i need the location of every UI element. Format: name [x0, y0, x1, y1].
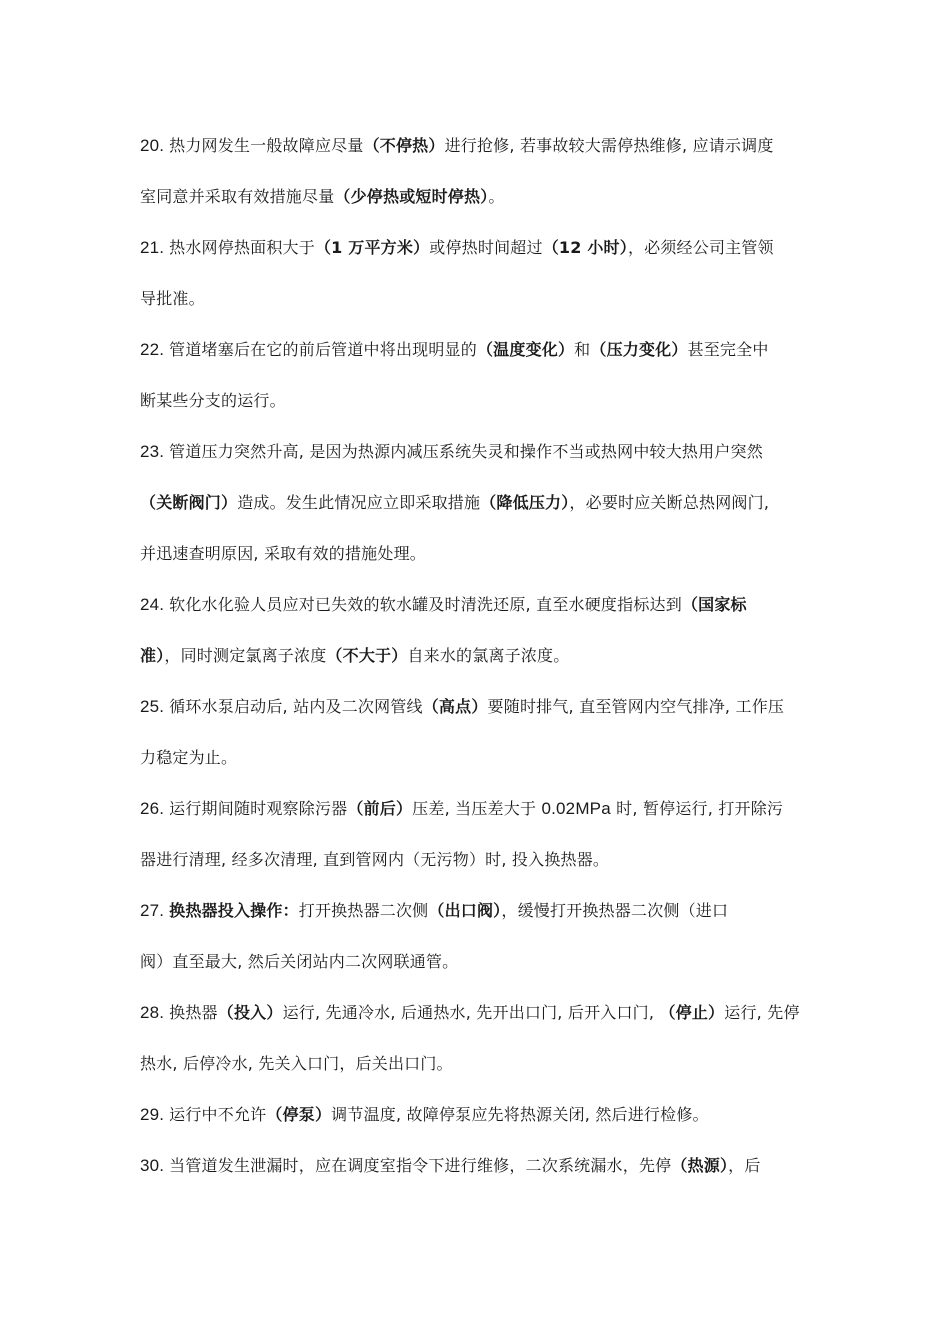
answer-text: （1 万平方米） [314, 238, 430, 257]
body-text: 管道堵塞后在它的前后管道中将出现明显的 [169, 340, 477, 359]
number-text: 0.02MPa [541, 799, 611, 818]
body-text: 阀）直至最大, 然后关闭站内二次网联通管。 [140, 952, 459, 971]
text-line [140, 646, 820, 666]
body-text: 。 [488, 187, 505, 206]
body-text: 室同意并采取有效措施尽量 [140, 187, 335, 206]
text-line [140, 595, 820, 615]
body-text: 造成。发生此情况应立即采取措施 [237, 493, 481, 512]
body-text: ，后 [728, 1156, 761, 1175]
body-text: 自来水的氯离子浓度。 [407, 646, 570, 665]
answer-text: （压力变化） [590, 340, 688, 359]
body-text: 运行中不允许 [169, 1105, 267, 1124]
text-line [140, 442, 820, 462]
answer-text: 准） [140, 646, 165, 665]
number-text: 24. [140, 595, 170, 614]
number-text: 20. [140, 136, 170, 155]
body-text: ，必须经公司主管领 [627, 238, 774, 257]
answer-text: （降低压力） [480, 493, 570, 512]
body-text: 热水网停热面积大于 [169, 238, 315, 257]
answer-text: （12 小时） [542, 238, 628, 257]
text-line [140, 391, 820, 411]
answer-text: （前后） [347, 799, 413, 818]
answer-text: （关断阀门） [140, 493, 238, 512]
answer-text: （停止） [659, 1003, 725, 1022]
body-text: 调节温度, 故障停泵应先将热源关闭, 然后进行检修。 [331, 1105, 709, 1124]
answer-text: （少停热或短时停热） [334, 187, 489, 206]
answer-text: （停泵） [266, 1105, 332, 1124]
body-text: 断某些分支的运行。 [140, 391, 286, 410]
number-text: 28. [140, 1003, 170, 1022]
body-text: 并迅速查明原因, 采取有效的措施处理。 [140, 544, 426, 563]
text-line [140, 187, 820, 207]
number-text: 25. [140, 697, 170, 716]
text-line [140, 136, 820, 156]
body-text: 打开换热器二次侧 [298, 901, 429, 920]
text-line [140, 544, 820, 564]
answer-text: （国家标 [681, 595, 747, 614]
text-line [140, 952, 820, 972]
answer-text: （出口阀） [428, 901, 502, 920]
body-text: ，缓慢打开换热器二次侧（进口 [501, 901, 729, 920]
answer-text: （投入） [217, 1003, 283, 1022]
text-line [140, 1003, 820, 1023]
body-text: 力稳定为止。 [140, 748, 238, 767]
body-text: 换热器 [169, 1003, 218, 1022]
body-text: 热水, 后停冷水, 先关入口门，后关出口门。 [140, 1054, 453, 1073]
body-text: 导批准。 [140, 289, 205, 308]
body-text: ，必要时应关断总热网阀门, [569, 493, 770, 512]
body-text: 进行抢修, 若事故较大需停热维修, 应请示调度 [444, 136, 774, 155]
answer-text: （热源） [671, 1156, 729, 1175]
answer-text: （温度变化） [476, 340, 575, 359]
number-text: 26. [140, 799, 170, 818]
number-text: 23. [140, 442, 170, 461]
body-text: 时, 暂停运行, 打开除污 [610, 799, 784, 818]
body-text: 甚至完全中 [687, 340, 769, 359]
text-line [140, 697, 820, 717]
number-text: 29. [140, 1105, 170, 1124]
body-text: ，同时测定氯离子浓度 [164, 646, 327, 665]
body-text: 当管道发生泄漏时，应在调度室指令下进行维修，二次系统漏水，先停 [169, 1156, 672, 1175]
body-text: 运行, 先停 [724, 1003, 800, 1022]
text-line [140, 493, 820, 513]
text-line [140, 1156, 820, 1176]
text-line [140, 289, 820, 309]
number-text: 27. [140, 901, 170, 920]
answer-text: （不停热） [363, 136, 445, 155]
text-line [140, 748, 820, 768]
number-text: 22. [140, 340, 170, 359]
number-text: 30. [140, 1156, 170, 1175]
answer-text: 换热器投入操作： [169, 901, 299, 920]
text-line [140, 850, 820, 870]
body-text: 软化水化验人员应对已失效的软水罐及时清洗还原, 直至水硬度指标达到 [169, 595, 682, 614]
text-line [140, 799, 820, 819]
answer-text: （不大于） [326, 646, 408, 665]
body-text: 和 [574, 340, 591, 359]
text-line [140, 340, 820, 360]
body-text: 循环水泵启动后, 站内及二次网管线 [169, 697, 423, 716]
text-line [140, 901, 820, 921]
body-text: 要随时排气, 直至管网内空气排净, 工作压 [487, 697, 785, 716]
text-line [140, 238, 820, 258]
number-text: 21. [140, 238, 170, 257]
text-line [140, 1054, 820, 1074]
body-text: 运行, 先通冷水, 后通热水, 先开出口门, 后开入口门, [282, 1003, 660, 1022]
body-text: 压差, 当压差大于 [412, 799, 542, 818]
body-text: 或停热时间超过 [429, 238, 543, 257]
answer-text: （高点） [422, 697, 488, 716]
body-text: 热力网发生一般故障应尽量 [169, 136, 364, 155]
body-text: 管道压力突然升高, 是因为热源内减压系统失灵和操作不当或热网中较大热用户突然 [169, 442, 763, 461]
body-text: 器进行清理, 经多次清理, 直到管网内（无污物）时, 投入换热器。 [140, 850, 610, 869]
text-line [140, 1105, 820, 1125]
body-text: 运行期间随时观察除污器 [169, 799, 348, 818]
